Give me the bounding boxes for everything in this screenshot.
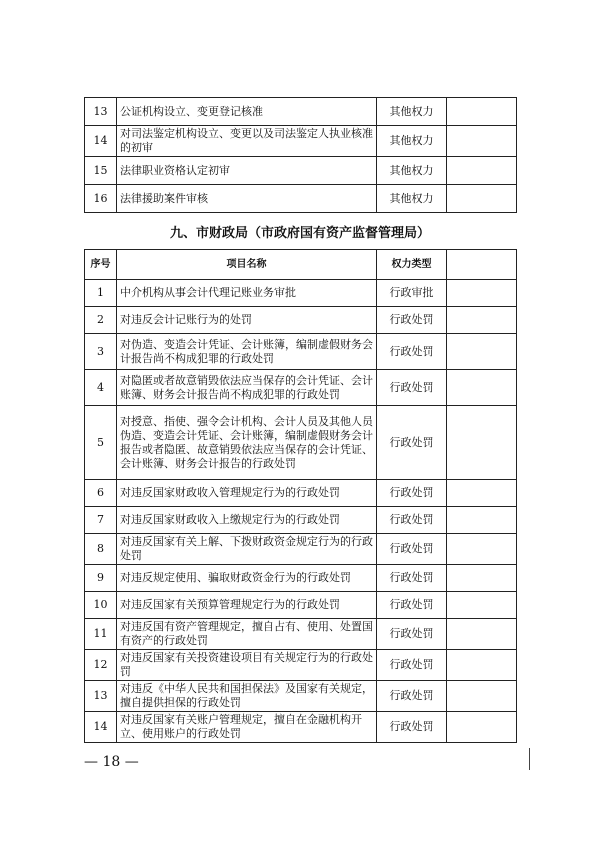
table-row (85, 681, 517, 712)
power-type: 行政处罚 (377, 592, 447, 619)
empty-cell (447, 480, 517, 507)
table-row (85, 619, 517, 650)
empty-cell (447, 712, 517, 743)
header-number: 序号 (85, 250, 117, 280)
item-name: 公证机构设立、变更登记核准 (117, 98, 377, 126)
empty-cell (447, 565, 517, 592)
power-type: 行政处罚 (377, 534, 447, 565)
power-type: 行政处罚 (377, 712, 447, 743)
row-number: 15 (85, 157, 117, 185)
row-number: 8 (85, 534, 117, 565)
table-row (85, 334, 517, 370)
row-number: 1 (85, 280, 117, 307)
power-type: 其他权力 (377, 157, 447, 185)
empty-cell (447, 650, 517, 681)
empty-cell (447, 157, 517, 185)
item-name: 对违反国家有关账户管理规定，擅自在金融机构开立、使用账户的行政处罚 (117, 712, 377, 743)
empty-cell (447, 98, 517, 126)
power-type: 行政处罚 (377, 565, 447, 592)
empty-cell (447, 681, 517, 712)
table-row (85, 565, 517, 592)
header-name: 项目名称 (117, 250, 377, 280)
table-row (85, 280, 517, 307)
empty-cell (447, 280, 517, 307)
item-name: 法律援助案件审核 (117, 185, 377, 213)
power-type: 其他权力 (377, 98, 447, 126)
table-row (85, 712, 517, 743)
power-type: 行政处罚 (377, 370, 447, 406)
table-row (85, 307, 517, 334)
row-number: 2 (85, 307, 117, 334)
table-row (85, 650, 517, 681)
power-type: 行政处罚 (377, 681, 447, 712)
item-name: 对违反国家有关上解、下拨财政资金规定行为的行政处罚 (117, 534, 377, 565)
empty-cell (447, 185, 517, 213)
item-name: 对违反国家财政收入管理规定行为的行政处罚 (117, 480, 377, 507)
item-name: 对授意、指使、强令会计机构、会计人员及其他人员伪造、变造会计凭证、会计账簿，编制虚假财务会计报告或者隐匿、故意销毁依法应当保存的会计凭证、会计账簿、财务会计报告的行政处罚 (117, 406, 377, 480)
table-row (85, 592, 517, 619)
power-type: 行政处罚 (377, 307, 447, 334)
table-row (85, 185, 517, 213)
main-table (84, 249, 517, 743)
item-name: 对违反国家财政收入上缴规定行为的行政处罚 (117, 507, 377, 534)
empty-cell (447, 307, 517, 334)
power-type: 行政处罚 (377, 507, 447, 534)
row-number: 12 (85, 650, 117, 681)
item-name: 对违反国有资产管理规定，擅自占有、使用、处置国有资产的行政处罚 (117, 619, 377, 650)
item-name: 对司法鉴定机构设立、变更以及司法鉴定人执业核准的初审 (117, 126, 377, 157)
empty-cell (447, 406, 517, 480)
power-type: 行政处罚 (377, 334, 447, 370)
empty-cell (447, 370, 517, 406)
item-name: 中介机构从事会计代理记账业务审批 (117, 280, 377, 307)
table-row (85, 507, 517, 534)
power-type: 行政处罚 (377, 406, 447, 480)
item-name: 法律职业资格认定初审 (117, 157, 377, 185)
page-number: — 18 — (84, 754, 139, 770)
empty-cell (447, 126, 517, 157)
section-heading: 九、市财政局（市政府国有资产监督管理局） (169, 226, 430, 241)
table-row (85, 406, 517, 480)
empty-cell (447, 592, 517, 619)
row-number: 4 (85, 370, 117, 406)
item-name: 对违反规定使用、骗取财政资金行为的行政处罚 (117, 565, 377, 592)
power-type: 行政处罚 (377, 480, 447, 507)
row-number: 6 (85, 480, 117, 507)
empty-cell (447, 534, 517, 565)
row-number: 7 (85, 507, 117, 534)
header-row (85, 250, 517, 280)
power-type: 行政处罚 (377, 619, 447, 650)
row-number: 10 (85, 592, 117, 619)
table-row (85, 98, 517, 126)
item-name: 对违反国家有关预算管理规定行为的行政处罚 (117, 592, 377, 619)
empty-cell (447, 619, 517, 650)
table-row (85, 480, 517, 507)
item-name: 对违反会计记账行为的处罚 (117, 307, 377, 334)
row-number: 9 (85, 565, 117, 592)
empty-cell (447, 250, 517, 280)
top-table (84, 97, 517, 213)
table-row (85, 370, 517, 406)
header-type: 权力类型 (377, 250, 447, 280)
row-number: 13 (85, 98, 117, 126)
table-row (85, 126, 517, 157)
row-number: 11 (85, 619, 117, 650)
power-type: 行政处罚 (377, 650, 447, 681)
empty-cell (447, 334, 517, 370)
table-row (85, 157, 517, 185)
item-name: 对违反国家有关投资建设项目有关规定行为的行政处罚 (117, 650, 377, 681)
row-number: 3 (85, 334, 117, 370)
row-number: 13 (85, 681, 117, 712)
row-number: 5 (85, 406, 117, 480)
power-type: 其他权力 (377, 185, 447, 213)
empty-cell (447, 507, 517, 534)
item-name: 对违反《中华人民共和国担保法》及国家有关规定，擅自提供担保的行政处罚 (117, 681, 377, 712)
row-number: 14 (85, 712, 117, 743)
power-type: 其他权力 (377, 126, 447, 157)
item-name: 对隐匿或者故意销毁依法应当保存的会计凭证、会计账簿、财务会计报告尚不构成犯罪的行政处罚 (117, 370, 377, 406)
row-number: 16 (85, 185, 117, 213)
margin-line (529, 748, 530, 770)
power-type: 行政审批 (377, 280, 447, 307)
row-number: 14 (85, 126, 117, 157)
table-row (85, 534, 517, 565)
item-name: 对伪造、变造会计凭证、会计账簿，编制虚假财务会计报告尚不构成犯罪的行政处罚 (117, 334, 377, 370)
